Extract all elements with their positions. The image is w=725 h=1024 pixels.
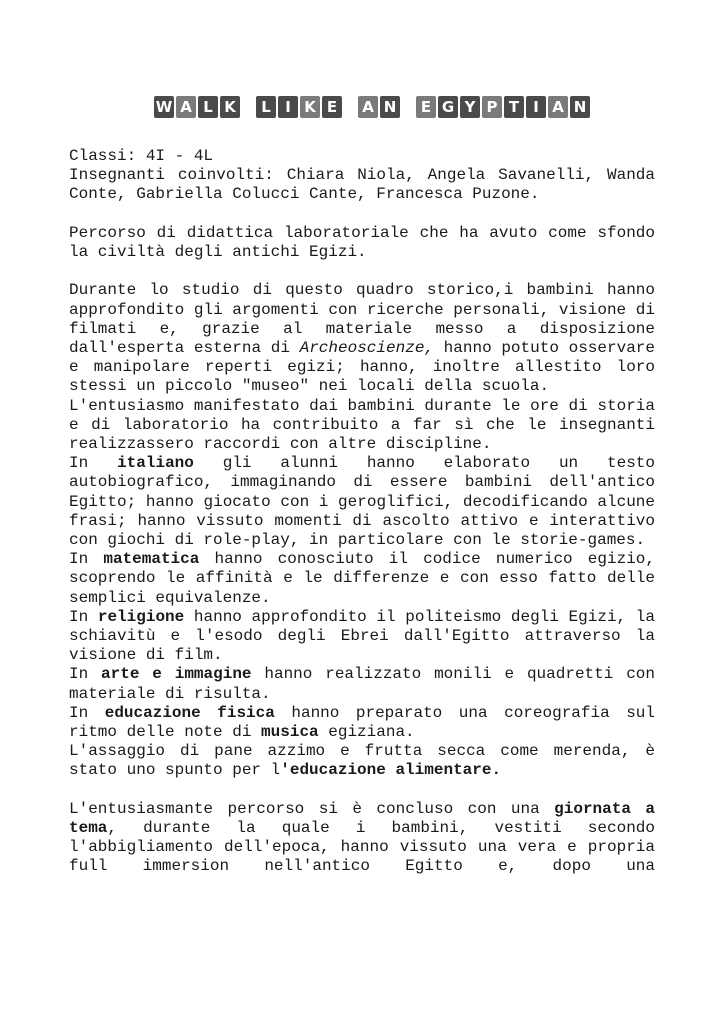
conclusion-paragraph: L'entusiasmante percorso si è concluso con una giornata a tema, durante la quale i bambini, vestiti secondo l'abbigliamento dell'epoca, hanno vissuto una vera e propria full immersion nell'antico Egitto e, dopo una xyxy=(69,799,655,876)
title-letter: Y xyxy=(460,96,480,118)
study-paragraph: Durante lo studio di questo quadro storico,i bambini hanno approfondito gli argomenti con ricerche personali, visione di filmati e, grazie al materiale messo a disposizione dall'esperta esterna di Archeoscienze, hanno potuto osservare e manipolare reperti egizi; hanno, inoltre allestito loro stessi un piccolo "museo" nei locali della scuola. xyxy=(69,281,656,396)
archeoscienze-emphasis: Archeoscienze, xyxy=(299,339,435,357)
title-letter: I xyxy=(526,96,546,118)
title-letter: N xyxy=(570,96,590,118)
arte-paragraph: In arte e immagine hanno realizzato monili e quadretti con materiale di risulta. xyxy=(69,665,656,703)
educazione-fisica-paragraph: In educazione fisica hanno preparato una coreografia sul ritmo delle note di musica egiziana. xyxy=(69,703,656,742)
title-walk-like-an-egyptian xyxy=(154,96,590,118)
title-letter: E xyxy=(322,96,342,118)
document-body xyxy=(69,147,655,896)
title-letter: N xyxy=(380,96,400,118)
title-letter: G xyxy=(438,96,458,118)
title-letter: A xyxy=(176,96,196,118)
title-letter: T xyxy=(504,96,524,118)
title-letter: E xyxy=(416,96,436,118)
educazione-alimentare-paragraph: L'assaggio di pane azzimo e frutta secca come merenda, è stato uno spunto per l'educazione alimentare. xyxy=(69,742,655,780)
title-letter: A xyxy=(358,96,378,118)
title-letter: K xyxy=(300,96,320,118)
intro-paragraph: Percorso di didattica laboratoriale che ha avuto come sfondo la civiltà degli antichi Egizi. xyxy=(69,223,655,261)
title-letter: K xyxy=(220,96,240,118)
title-letter: P xyxy=(482,96,502,118)
title-letter: A xyxy=(548,96,568,118)
teachers-line: Insegnanti coinvolti: Chiara Niola, Angela Savanelli, Wanda Conte, Gabriella Colucci Cante, Francesca Puzone. xyxy=(69,166,655,204)
title-letter: I xyxy=(278,96,298,118)
enthusiasm-paragraph: L'entusiasmo manifestato dai bambini durante le ore di storia e di laboratorio ha contribuito a far sì che le insegnanti realizzassero raccordi con altre discipline. xyxy=(69,396,655,454)
title-letter: W xyxy=(155,98,173,116)
italiano-paragraph: In italiano gli alunni hanno elaborato un testo autobiografico, immaginando di essere bambini dell'antico Egitto; hanno giocato con i geroglifici, decodificando alcune frasi; hanno vissuto momenti di ascolto attivo e interattivo con giochi di role-play, in particolare con le storie-games. xyxy=(69,454,656,550)
religione-paragraph: In religione hanno approfondito il politeismo degli Egizi, la schiavitù e l'esodo degli Ebrei dall'Egitto attraverso la visione di film. xyxy=(69,607,655,665)
title-letter: L xyxy=(198,96,218,118)
title-letter: L xyxy=(256,96,276,118)
matematica-paragraph: In matematica hanno conosciuto il codice numerico egizio, scoprendo le affinità e le differenze e con esso fatto delle semplici equivalenze. xyxy=(69,550,656,607)
classes-line: Classi: 4I - 4L xyxy=(69,147,214,165)
